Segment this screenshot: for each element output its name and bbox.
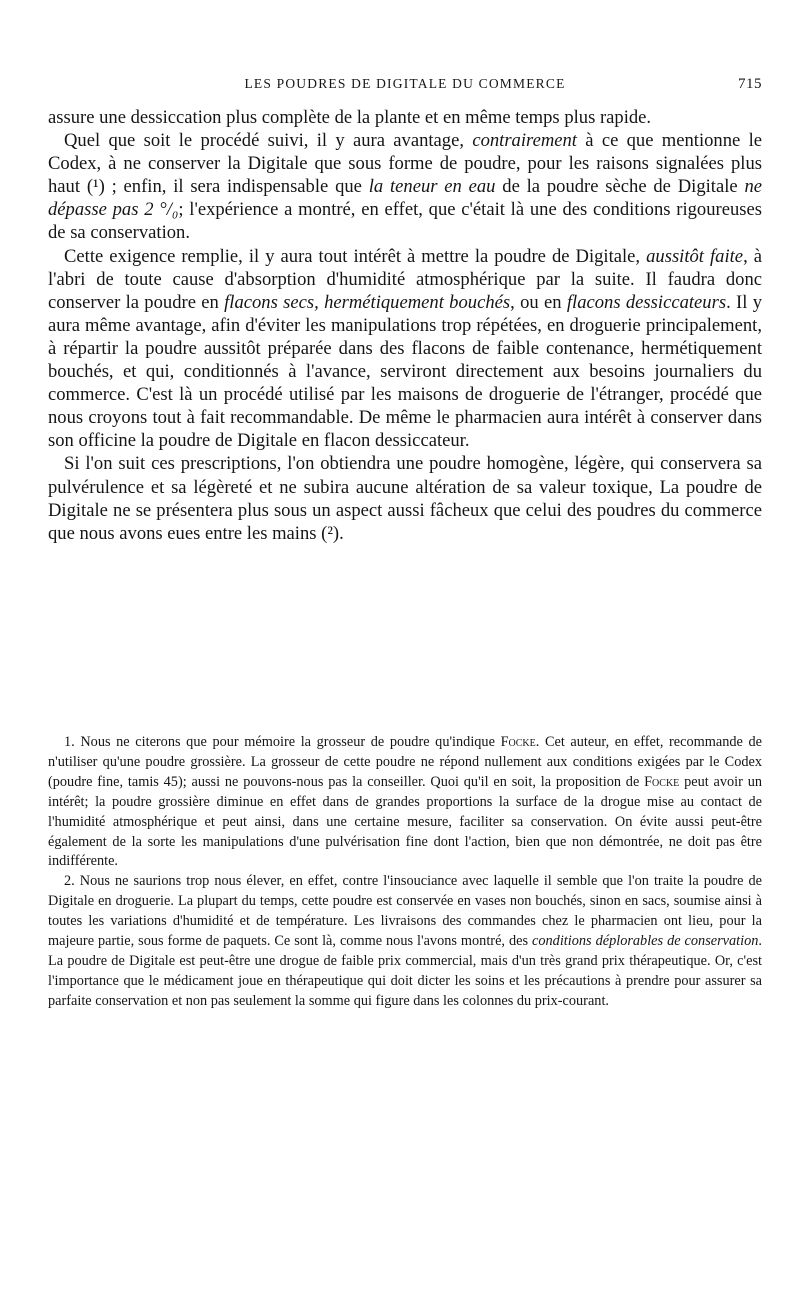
text-span: de la poudre sèche de Digitale: [495, 176, 745, 198]
emphasis: la teneur en eau: [368, 176, 496, 198]
paragraph-procedure: [48, 129, 762, 244]
text-span: à ce que mentionne le Codex, à ne conserver la Digitale que sous forme de poudre, pour les raisons signalées plus haut (¹) ; enfin, il sera indispensable que: [48, 130, 762, 198]
page-number: 715: [738, 76, 762, 92]
footnote-1: [48, 733, 762, 872]
emphasis: ne dépasse pas 2 °/₀: [48, 176, 762, 221]
paragraph-conclusion: Si l'on suit ces prescriptions, l'on obtiendra une poudre homogène, légère, qui conservera sa pulvérulence et sa légèreté et ne subira aucune altération de sa valeur toxique, La poudre de Digitale ne se présentera plus sous un aspect aussi fâcheux que celui des poudres du commerce que nous avons eues entre les mains (²).: [48, 453, 762, 544]
running-header: [48, 76, 762, 98]
text-span: . Cet auteur, en effet, recommande de n'utiliser qu'une poudre grossière. La grosseur de cette poudre ne répond nullement aux conditions exigées par le Codex (poudre fine, tamis 45); aussi ne pouvons-nous pas la conseiller. Quoi qu'il en soit, la proposition de: [48, 734, 762, 790]
paragraph-storage: [48, 245, 762, 453]
paragraph-continued: assure une dessiccation plus complète de la plante et en même temps plus rapide.: [48, 107, 652, 128]
text-span: Cette exigence remplie, il y aura tout intérêt à mettre la poudre de Digitale,: [64, 245, 647, 267]
emphasis: conditions déplorables de conservation: [532, 933, 759, 950]
text-span: , ou en: [510, 291, 567, 313]
author-name: Focke: [644, 773, 680, 790]
text-span: 1. Nous ne citerons que pour mémoire la grosseur de poudre qu'indique: [64, 734, 501, 750]
text-span: Quel que soit le procédé suivi, il y aura avantage,: [64, 130, 473, 152]
text-span: peut avoir un intérêt; la poudre grossière diminue en effet dans de grandes proportions la surface de la drogue mise au contact de l'humidité atmosphérique et peut ainsi, dans une certaine mesure, faciliter sa conservation. On évite aussi peut-être également de la sorte les manipulations d'une pulvérisation fine dont l'action, bien que non démontrée, ne doit pas être indifférente.: [48, 773, 763, 870]
emphasis: contrairement: [472, 130, 577, 152]
emphasis: aussitôt faite: [646, 245, 744, 267]
main-text: [48, 106, 762, 545]
text-span: ; l'expérience a montré, en effet, que c'était là une des conditions rigoureuses de sa conservation.: [48, 199, 762, 244]
footnote-2: [48, 872, 762, 1011]
text-span: . La poudre de Digitale est peut-être une drogue de faible prix commercial, mais d'un très grand prix thérapeutique. Or, c'est l'importance que le médicament joue en thérapeutique qui doit dicter les soins et les précautions à prendre pour assurer sa parfaite conservation et non pas seulement la somme qui figure dans les colonnes du prix-courant.: [48, 933, 762, 1009]
author-name: Focke: [500, 734, 536, 750]
footnotes: [48, 733, 762, 1012]
emphasis: flacons secs, hermétiquement bouchés: [224, 291, 511, 313]
text-span: 2. Nous ne saurions trop nous élever, en effet, contre l'insouciance avec laquelle il semble que l'on traite la poudre de Digitale en droguerie. La plupart du temps, cette poudre est conservée en vases non bouchés, sinon en sacs, soumise ainsi à toutes les variations d'humidité et de température. Les livraisons des commandes chez le pharmacien ont lieu, pour la majeure partie, sous forme de paquets. Ce sont là, comme nous l'avons montré, des: [48, 873, 762, 950]
running-title: LES POUDRES DE DIGITALE DU COMMERCE: [244, 76, 566, 91]
emphasis: flacons dessiccateurs: [566, 291, 727, 313]
text-span: , à l'abri de toute cause d'absorption d'humidité atmosphérique par la suite. Il faudra donc conserver la poudre en: [48, 245, 762, 313]
text-span: . Il y aura même avantage, afin d'éviter les manipulations trop répétées, en droguerie principalement, à répartir la poudre aussitôt préparée dans des flacons de faible contenance, hermétiquement bouchés, et qui, conditionnés à l'avance, serviront directement aux besoins journaliers du commerce. C'est là un procédé utilisé par les maisons de droguerie de l'étranger, procédé que nous croyons tout à fait recommandable. De même le pharmacien aura intérêt à conserver dans son officine la poudre de Digitale en flacon dessiccateur.: [48, 291, 762, 452]
